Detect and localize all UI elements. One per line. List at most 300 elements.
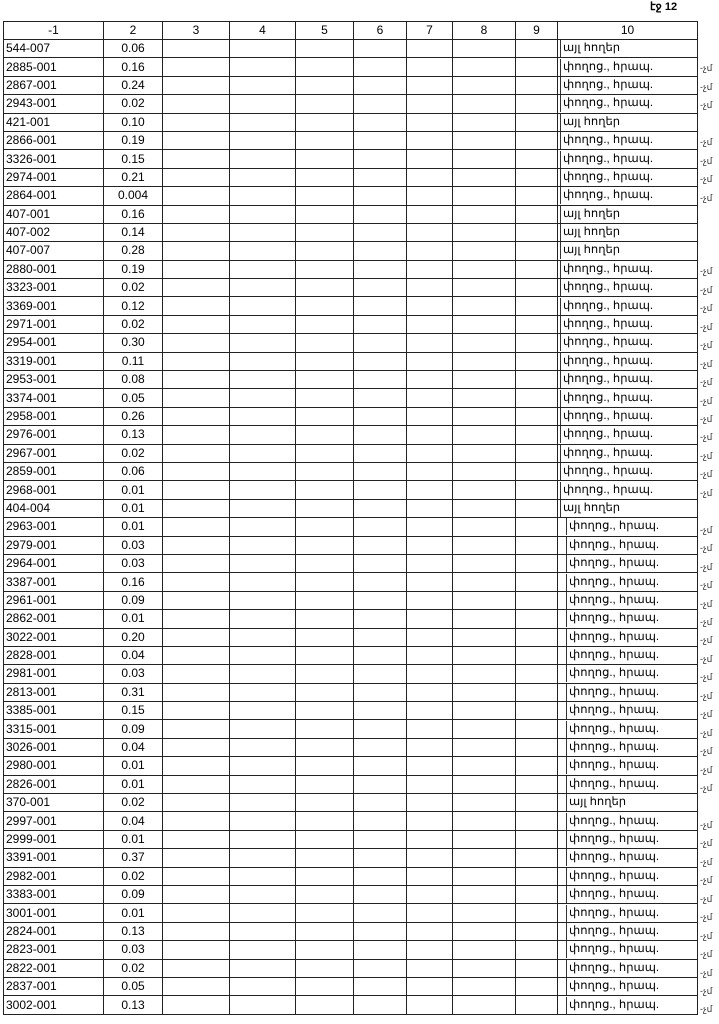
empty-cell bbox=[354, 444, 407, 462]
empty-cell bbox=[163, 849, 230, 867]
empty-cell bbox=[163, 187, 230, 205]
land-type bbox=[558, 738, 698, 756]
empty-cell bbox=[407, 297, 453, 315]
empty-cell bbox=[230, 959, 296, 977]
area-value: 0.02 bbox=[104, 95, 163, 113]
margin-mark: -չմ bbox=[700, 100, 713, 111]
empty-cell bbox=[230, 76, 296, 94]
empty-cell bbox=[163, 58, 230, 76]
empty-cell bbox=[453, 95, 516, 113]
empty-cell bbox=[453, 187, 516, 205]
empty-cell bbox=[516, 849, 558, 867]
empty-cell bbox=[163, 628, 230, 646]
empty-cell bbox=[296, 646, 354, 664]
table-row bbox=[4, 536, 698, 554]
parcel-code: 2968-001 bbox=[4, 481, 104, 499]
area-value: 0.04 bbox=[104, 812, 163, 830]
empty-cell bbox=[163, 812, 230, 830]
land-type-label: փողոց., հրապ. bbox=[566, 684, 659, 701]
area-value: 0.26 bbox=[104, 407, 163, 425]
area-value: 0.04 bbox=[104, 646, 163, 664]
empty-cell bbox=[354, 683, 407, 701]
margin-mark: -չմ bbox=[700, 893, 713, 904]
empty-cell bbox=[296, 665, 354, 683]
land-type-label: փողոց., հրապ. bbox=[560, 151, 653, 168]
margin-mark: -չմ bbox=[700, 949, 713, 960]
parcel-code: 2976-001 bbox=[4, 426, 104, 444]
column-header-4: 4 bbox=[230, 22, 296, 40]
land-type bbox=[558, 279, 698, 297]
parcel-code: 2958-001 bbox=[4, 407, 104, 425]
empty-cell bbox=[516, 131, 558, 149]
empty-cell bbox=[230, 389, 296, 407]
land-type-label: փողոց., հրապ. bbox=[560, 463, 653, 480]
margin-mark: -չմ bbox=[700, 266, 713, 277]
empty-cell bbox=[407, 518, 453, 536]
empty-cell bbox=[230, 113, 296, 131]
area-value: 0.01 bbox=[104, 757, 163, 775]
land-type bbox=[558, 628, 698, 646]
empty-cell bbox=[516, 518, 558, 536]
parcel-code: 2859-001 bbox=[4, 462, 104, 480]
margin-mark: -չմ bbox=[700, 1004, 713, 1015]
empty-cell bbox=[354, 757, 407, 775]
empty-cell bbox=[163, 646, 230, 664]
empty-cell bbox=[453, 113, 516, 131]
empty-cell bbox=[163, 720, 230, 738]
table-row bbox=[4, 610, 698, 628]
table-row bbox=[4, 168, 698, 186]
empty-cell bbox=[453, 720, 516, 738]
empty-cell bbox=[354, 407, 407, 425]
land-type-label: փողոց., հրապ. bbox=[560, 132, 653, 149]
empty-cell bbox=[407, 573, 453, 591]
empty-cell bbox=[163, 518, 230, 536]
column-header-1: -1 bbox=[4, 22, 104, 40]
land-type bbox=[558, 95, 698, 113]
empty-cell bbox=[230, 885, 296, 903]
empty-cell bbox=[407, 683, 453, 701]
land-type-label: փողոց., հրապ. bbox=[566, 665, 659, 682]
area-value: 0.04 bbox=[104, 738, 163, 756]
empty-cell bbox=[163, 444, 230, 462]
table-row bbox=[4, 131, 698, 149]
empty-cell bbox=[163, 242, 230, 260]
area-value: 0.13 bbox=[104, 996, 163, 1014]
area-value: 0.19 bbox=[104, 131, 163, 149]
empty-cell bbox=[407, 223, 453, 241]
empty-cell bbox=[453, 996, 516, 1014]
empty-cell bbox=[407, 738, 453, 756]
empty-cell bbox=[296, 76, 354, 94]
table-row bbox=[4, 683, 698, 701]
parcel-code: 3323-001 bbox=[4, 279, 104, 297]
empty-cell bbox=[516, 683, 558, 701]
empty-cell bbox=[296, 279, 354, 297]
land-type bbox=[558, 389, 698, 407]
parcel-code: 2866-001 bbox=[4, 131, 104, 149]
empty-cell bbox=[453, 58, 516, 76]
parcel-code: 2824-001 bbox=[4, 922, 104, 940]
empty-cell bbox=[354, 794, 407, 812]
empty-cell bbox=[354, 315, 407, 333]
empty-cell bbox=[354, 76, 407, 94]
table-row bbox=[4, 941, 698, 959]
land-type-label: փողոց., հրապ. bbox=[566, 923, 659, 940]
empty-cell bbox=[296, 40, 354, 58]
empty-cell bbox=[230, 58, 296, 76]
empty-cell bbox=[296, 518, 354, 536]
empty-cell bbox=[453, 407, 516, 425]
margin-mark: -չմ bbox=[700, 377, 713, 388]
margin-mark: -չմ bbox=[700, 284, 713, 295]
margin-mark: -չմ bbox=[700, 155, 713, 166]
table-row bbox=[4, 150, 698, 168]
area-value: 0.09 bbox=[104, 591, 163, 609]
empty-cell bbox=[163, 426, 230, 444]
parcel-code: 3326-001 bbox=[4, 150, 104, 168]
empty-cell bbox=[453, 610, 516, 628]
empty-cell bbox=[407, 76, 453, 94]
empty-cell bbox=[354, 665, 407, 683]
table-row bbox=[4, 977, 698, 995]
empty-cell bbox=[453, 462, 516, 480]
table-row bbox=[4, 315, 698, 333]
land-type bbox=[558, 187, 698, 205]
empty-cell bbox=[453, 885, 516, 903]
empty-cell bbox=[230, 977, 296, 995]
land-type-label: փողոց., հրապ. bbox=[566, 629, 659, 646]
land-type-label: փողոց., հրապ. bbox=[560, 334, 653, 351]
empty-cell bbox=[516, 371, 558, 389]
empty-cell bbox=[296, 830, 354, 848]
empty-cell bbox=[354, 168, 407, 186]
empty-cell bbox=[230, 352, 296, 370]
area-value: 0.03 bbox=[104, 665, 163, 683]
empty-cell bbox=[516, 738, 558, 756]
empty-cell bbox=[453, 738, 516, 756]
empty-cell bbox=[407, 702, 453, 720]
empty-cell bbox=[516, 536, 558, 554]
area-value: 0.15 bbox=[104, 702, 163, 720]
land-type bbox=[558, 223, 698, 241]
empty-cell bbox=[230, 40, 296, 58]
empty-cell bbox=[296, 371, 354, 389]
empty-cell bbox=[407, 996, 453, 1014]
margin-mark: -չմ bbox=[700, 690, 713, 701]
empty-cell bbox=[230, 867, 296, 885]
area-value: 0.01 bbox=[104, 610, 163, 628]
empty-cell bbox=[296, 959, 354, 977]
empty-cell bbox=[163, 260, 230, 278]
column-header-2: 2 bbox=[104, 22, 163, 40]
empty-cell bbox=[230, 444, 296, 462]
empty-cell bbox=[453, 646, 516, 664]
area-value: 0.01 bbox=[104, 481, 163, 499]
empty-cell bbox=[516, 830, 558, 848]
empty-cell bbox=[453, 150, 516, 168]
empty-cell bbox=[354, 462, 407, 480]
parcel-code: 3315-001 bbox=[4, 720, 104, 738]
empty-cell bbox=[516, 573, 558, 591]
land-type bbox=[558, 977, 698, 995]
empty-cell bbox=[354, 389, 407, 407]
parcel-code: 2999-001 bbox=[4, 830, 104, 848]
margin-mark: -չմ bbox=[700, 838, 713, 849]
empty-cell bbox=[453, 922, 516, 940]
margin-mark: -չմ bbox=[700, 709, 713, 720]
area-value: 0.12 bbox=[104, 297, 163, 315]
area-value: 0.13 bbox=[104, 426, 163, 444]
area-value: 0.11 bbox=[104, 352, 163, 370]
land-type-label: փողոց., հրապ. bbox=[566, 905, 659, 922]
empty-cell bbox=[296, 554, 354, 572]
table-row bbox=[4, 187, 698, 205]
empty-cell bbox=[230, 297, 296, 315]
land-type bbox=[558, 260, 698, 278]
empty-cell bbox=[230, 462, 296, 480]
margin-mark: -չմ bbox=[700, 414, 713, 424]
empty-cell bbox=[163, 315, 230, 333]
empty-cell bbox=[354, 775, 407, 793]
empty-cell bbox=[407, 610, 453, 628]
empty-cell bbox=[453, 665, 516, 683]
land-type-label: փողոց., հրապ. bbox=[560, 390, 653, 407]
empty-cell bbox=[163, 922, 230, 940]
table-row bbox=[4, 40, 698, 58]
empty-cell bbox=[453, 315, 516, 333]
parcel-code: 2822-001 bbox=[4, 959, 104, 977]
empty-cell bbox=[163, 95, 230, 113]
land-type-label: փողոց., հրապ. bbox=[560, 408, 653, 425]
table-row bbox=[4, 444, 698, 462]
empty-cell bbox=[354, 996, 407, 1014]
empty-cell bbox=[230, 518, 296, 536]
empty-cell bbox=[296, 205, 354, 223]
empty-cell bbox=[230, 223, 296, 241]
empty-cell bbox=[453, 242, 516, 260]
empty-cell bbox=[453, 223, 516, 241]
empty-cell bbox=[230, 904, 296, 922]
table-row bbox=[4, 113, 698, 131]
empty-cell bbox=[230, 260, 296, 278]
empty-cell bbox=[453, 297, 516, 315]
margin-mark: -չմ bbox=[700, 543, 713, 554]
empty-cell bbox=[163, 499, 230, 517]
parcel-code: 2964-001 bbox=[4, 554, 104, 572]
table-row bbox=[4, 95, 698, 113]
empty-cell bbox=[296, 591, 354, 609]
empty-cell bbox=[516, 113, 558, 131]
margin-mark: -չմ bbox=[700, 358, 713, 369]
land-type bbox=[558, 554, 698, 572]
page-number: էջ 12 bbox=[650, 1, 678, 13]
empty-cell bbox=[354, 426, 407, 444]
land-type-label: փողոց., հրապ. bbox=[560, 59, 653, 76]
land-type bbox=[558, 996, 698, 1014]
land-type-label: փողոց., հրապ. bbox=[566, 574, 659, 591]
empty-cell bbox=[354, 536, 407, 554]
land-type bbox=[558, 58, 698, 76]
empty-cell bbox=[354, 352, 407, 370]
empty-cell bbox=[230, 187, 296, 205]
empty-cell bbox=[354, 904, 407, 922]
empty-cell bbox=[163, 205, 230, 223]
empty-cell bbox=[407, 205, 453, 223]
empty-cell bbox=[354, 187, 407, 205]
empty-cell bbox=[296, 95, 354, 113]
table-row bbox=[4, 922, 698, 940]
empty-cell bbox=[354, 131, 407, 149]
empty-cell bbox=[354, 518, 407, 536]
area-value: 0.08 bbox=[104, 371, 163, 389]
empty-cell bbox=[516, 352, 558, 370]
land-type-label: փողոց., հրապ. bbox=[560, 371, 653, 388]
empty-cell bbox=[407, 260, 453, 278]
empty-cell bbox=[453, 426, 516, 444]
empty-cell bbox=[296, 131, 354, 149]
empty-cell bbox=[296, 187, 354, 205]
land-type-label: այլ հողեր bbox=[560, 206, 620, 223]
empty-cell bbox=[516, 720, 558, 738]
land-type bbox=[558, 867, 698, 885]
margin-mark: -չմ bbox=[700, 192, 713, 203]
empty-cell bbox=[163, 757, 230, 775]
empty-cell bbox=[516, 499, 558, 517]
empty-cell bbox=[230, 738, 296, 756]
empty-cell bbox=[453, 444, 516, 462]
parcel-code: 3387-001 bbox=[4, 573, 104, 591]
empty-cell bbox=[453, 76, 516, 94]
empty-cell bbox=[407, 628, 453, 646]
empty-cell bbox=[354, 720, 407, 738]
area-value: 0.14 bbox=[104, 223, 163, 241]
table-row bbox=[4, 665, 698, 683]
parcel-code: 2967-001 bbox=[4, 444, 104, 462]
empty-cell bbox=[296, 738, 354, 756]
empty-cell bbox=[230, 150, 296, 168]
empty-cell bbox=[354, 702, 407, 720]
empty-cell bbox=[296, 757, 354, 775]
land-type bbox=[558, 407, 698, 425]
margin-mark: -չմ bbox=[700, 524, 713, 535]
land-type-label: այլ հողեր bbox=[560, 224, 620, 241]
area-value: 0.01 bbox=[104, 499, 163, 517]
land-type bbox=[558, 610, 698, 628]
empty-cell bbox=[516, 794, 558, 812]
land-type-label: փողոց., հրապ. bbox=[566, 886, 659, 903]
margin-mark: -չմ bbox=[700, 985, 713, 996]
area-value: 0.03 bbox=[104, 554, 163, 572]
empty-cell bbox=[354, 481, 407, 499]
land-type-label: փողոց., հրապ. bbox=[560, 482, 653, 499]
empty-cell bbox=[407, 168, 453, 186]
parcel-code: 2980-001 bbox=[4, 757, 104, 775]
land-type bbox=[558, 573, 698, 591]
empty-cell bbox=[354, 297, 407, 315]
empty-cell bbox=[354, 812, 407, 830]
empty-cell bbox=[163, 76, 230, 94]
empty-cell bbox=[354, 223, 407, 241]
empty-cell bbox=[516, 40, 558, 58]
parcel-code: 2997-001 bbox=[4, 812, 104, 830]
empty-cell bbox=[163, 279, 230, 297]
land-type bbox=[558, 922, 698, 940]
margin-mark: -չմ bbox=[700, 856, 713, 867]
empty-cell bbox=[230, 168, 296, 186]
land-type bbox=[558, 352, 698, 370]
empty-cell bbox=[296, 297, 354, 315]
table-row bbox=[4, 702, 698, 720]
table-row bbox=[4, 794, 698, 812]
empty-cell bbox=[516, 95, 558, 113]
land-type bbox=[558, 518, 698, 536]
empty-cell bbox=[516, 885, 558, 903]
parcel-code: 2823-001 bbox=[4, 941, 104, 959]
empty-cell bbox=[354, 205, 407, 223]
empty-cell bbox=[407, 867, 453, 885]
table-row bbox=[4, 720, 698, 738]
empty-cell bbox=[163, 462, 230, 480]
margin-mark: -չմ bbox=[700, 81, 713, 92]
margin-mark: -չմ bbox=[700, 875, 713, 886]
empty-cell bbox=[230, 941, 296, 959]
empty-cell bbox=[354, 885, 407, 903]
empty-cell bbox=[230, 628, 296, 646]
empty-cell bbox=[516, 260, 558, 278]
empty-cell bbox=[407, 315, 453, 333]
table-row bbox=[4, 628, 698, 646]
empty-cell bbox=[354, 260, 407, 278]
empty-cell bbox=[516, 242, 558, 260]
area-value: 0.30 bbox=[104, 334, 163, 352]
empty-cell bbox=[453, 131, 516, 149]
empty-cell bbox=[453, 757, 516, 775]
parcel-code: 2981-001 bbox=[4, 665, 104, 683]
parcel-code: 2837-001 bbox=[4, 977, 104, 995]
area-value: 0.06 bbox=[104, 40, 163, 58]
parcel-code: 3026-001 bbox=[4, 738, 104, 756]
area-value: 0.05 bbox=[104, 977, 163, 995]
area-value: 0.03 bbox=[104, 536, 163, 554]
table-row bbox=[4, 279, 698, 297]
empty-cell bbox=[296, 922, 354, 940]
table-row bbox=[4, 849, 698, 867]
empty-cell bbox=[453, 591, 516, 609]
empty-cell bbox=[230, 371, 296, 389]
empty-cell bbox=[453, 260, 516, 278]
margin-mark: -չմ bbox=[700, 63, 713, 74]
empty-cell bbox=[296, 720, 354, 738]
empty-cell bbox=[407, 977, 453, 995]
land-type bbox=[558, 775, 698, 793]
empty-cell bbox=[230, 849, 296, 867]
empty-cell bbox=[230, 996, 296, 1014]
empty-cell bbox=[230, 573, 296, 591]
land-type bbox=[558, 150, 698, 168]
parcel-code: 3385-001 bbox=[4, 702, 104, 720]
empty-cell bbox=[163, 702, 230, 720]
parcel-code: 407-007 bbox=[4, 242, 104, 260]
empty-cell bbox=[163, 885, 230, 903]
table-row bbox=[4, 389, 698, 407]
empty-cell bbox=[296, 702, 354, 720]
empty-cell bbox=[407, 812, 453, 830]
table-row bbox=[4, 371, 698, 389]
empty-cell bbox=[230, 426, 296, 444]
empty-cell bbox=[296, 58, 354, 76]
empty-cell bbox=[516, 646, 558, 664]
